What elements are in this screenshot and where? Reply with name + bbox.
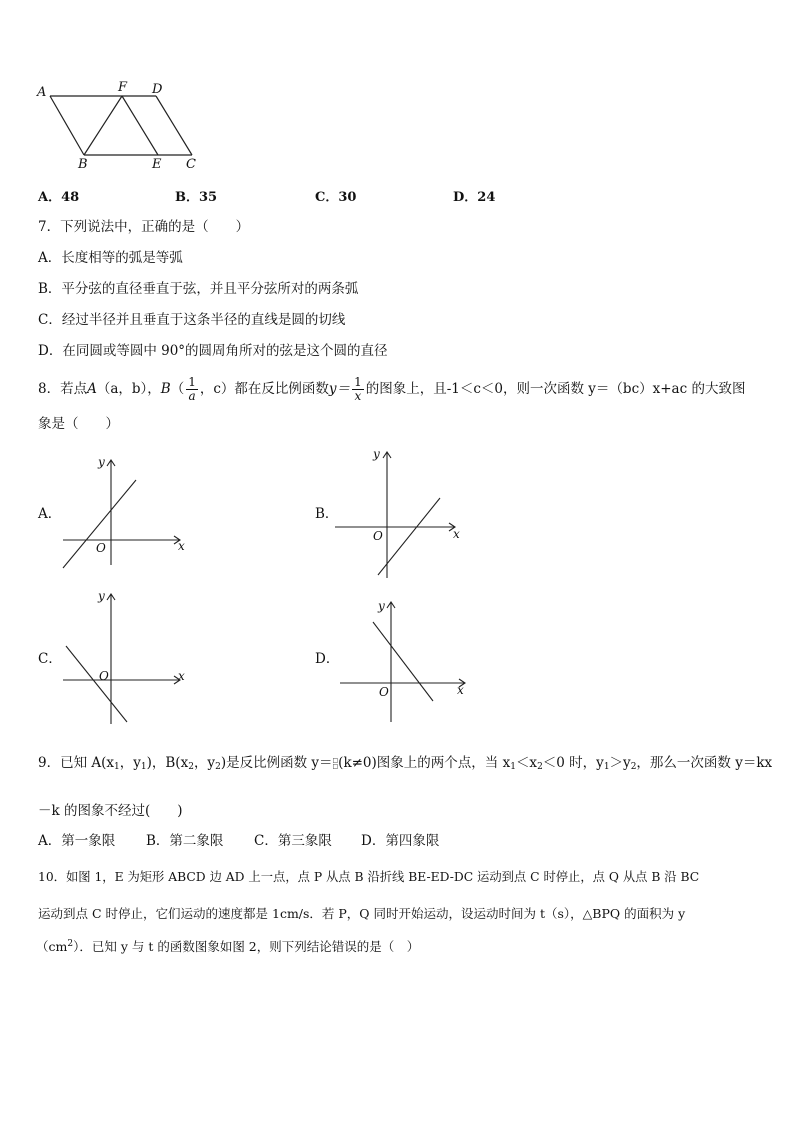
svg-text:O: O [379,685,389,699]
q8-graph-d-option: D． [315,651,340,667]
q10-line2: 运动到点 C 时停止，它们运动的速度都是 1cm/s．若 P，Q 同时开始运动，设运动时间为 t（s），△BPQ 的面积为 y [38,906,686,921]
svg-text:x: x [178,669,185,683]
q8-graph-a-option: A． [38,506,62,522]
q9-option-b: B．第二象限 [146,833,224,849]
q8-A-coords: （a，b）， [96,381,161,397]
svg-text:x: x [178,539,185,553]
label-E: E [152,157,162,172]
q9-broken-fraction: □ □ [332,756,339,770]
q8-graph-b-option: B． [315,506,339,522]
label-B: B [78,157,88,172]
q8-graph-d [335,594,475,724]
q6-option-a: A．48 [38,190,80,205]
svg-text:y: y [373,447,380,461]
svg-text:y: y [378,599,385,613]
q9-option-c: C．第三象限 [254,833,332,849]
q8-B-label: B [160,381,171,397]
label-D: D [152,82,163,97]
label-C: C [186,157,196,172]
q7-option-a: A．长度相等的弧是等弧 [38,250,183,266]
label-F: F [118,80,128,95]
q6-option-d: D．24 [453,190,496,205]
q8-graph-c-line [66,646,127,722]
svg-text:O: O [373,529,383,543]
q9-option-d: D．第四象限 [361,833,440,849]
svg-text:y: y [98,455,105,469]
label-A: A [37,85,47,100]
q7-option-d: D．在同圆或等圆中 90°的圆周角所对的弦是这个圆的直径 [38,343,388,359]
q7-stem: 7．下列说法中，正确的是（ ） [38,219,250,235]
svg-text:O: O [99,669,109,683]
q9-stem: 9．已知 $A(x_1$，$y_1$)，$B(x_2$，$y_2$)是反比例函数 y＝ □ □ (k≠0)图象上的两个点，当 $x_1<x_2<0$ 时，$y_1>y_2$，那么一次函数 y＝kx [38,755,773,772]
q10-line1: 10．如图 1，E 为矩形 ABCD 边 AD 上一点，点 P 从点 B 沿折线 BE-ED-DC 运动到点 C 时停止，点 Q 从点 B 沿 BC [38,870,700,884]
svg-text:O: O [96,541,106,555]
q7-option-c: C．经过半径并且垂直于这条半径的直线是圆的切线 [38,312,346,328]
parallelogram-figure [34,78,204,174]
q8-fraction-1-over-a: $\frac{1}{a}$ [188,374,196,403]
q8-stem [38,372,745,406]
q6-option-c: C．30 [315,190,357,205]
q8-B-open: （ [170,381,185,397]
svg-text:x: x [457,683,464,697]
q6-option-b: B．35 [175,190,218,205]
q8-A-label: A [87,381,97,397]
q8-part1: 8．若点 [38,381,88,397]
q8-B-close: ，c）都在反比例函数 [199,381,329,397]
q8-graph-b [335,440,475,580]
q8-stem-line2: 象是（ ） [38,416,119,432]
q8-part2: 的图象上，且-1＜c＜0，则一次函数 y＝（bc）x+ac 的大致图 [365,381,746,397]
q8-graph-a [58,450,198,570]
q9-option-a: A．第一象限 [38,833,116,849]
q8-graph-c-option: C． [38,651,62,667]
q8-graph-c [58,584,198,724]
svg-text:y: y [98,589,105,603]
svg-text:x: x [453,527,460,541]
q10-line3: $(cm^2)$．已知 y 与 t 的函数图象如图 2，则下列结论错误的是（ ） [36,939,420,955]
q8-fraction-1-over-x: $\frac{1}{x}$ [354,374,362,403]
q7-option-b: B．平分弦的直径垂直于弦，并且平分弦所对的两条弧 [38,281,359,297]
q8-y-eq: y＝ [328,381,351,397]
q9-stem-line2: －k 的图象不经过( ) [38,803,183,819]
